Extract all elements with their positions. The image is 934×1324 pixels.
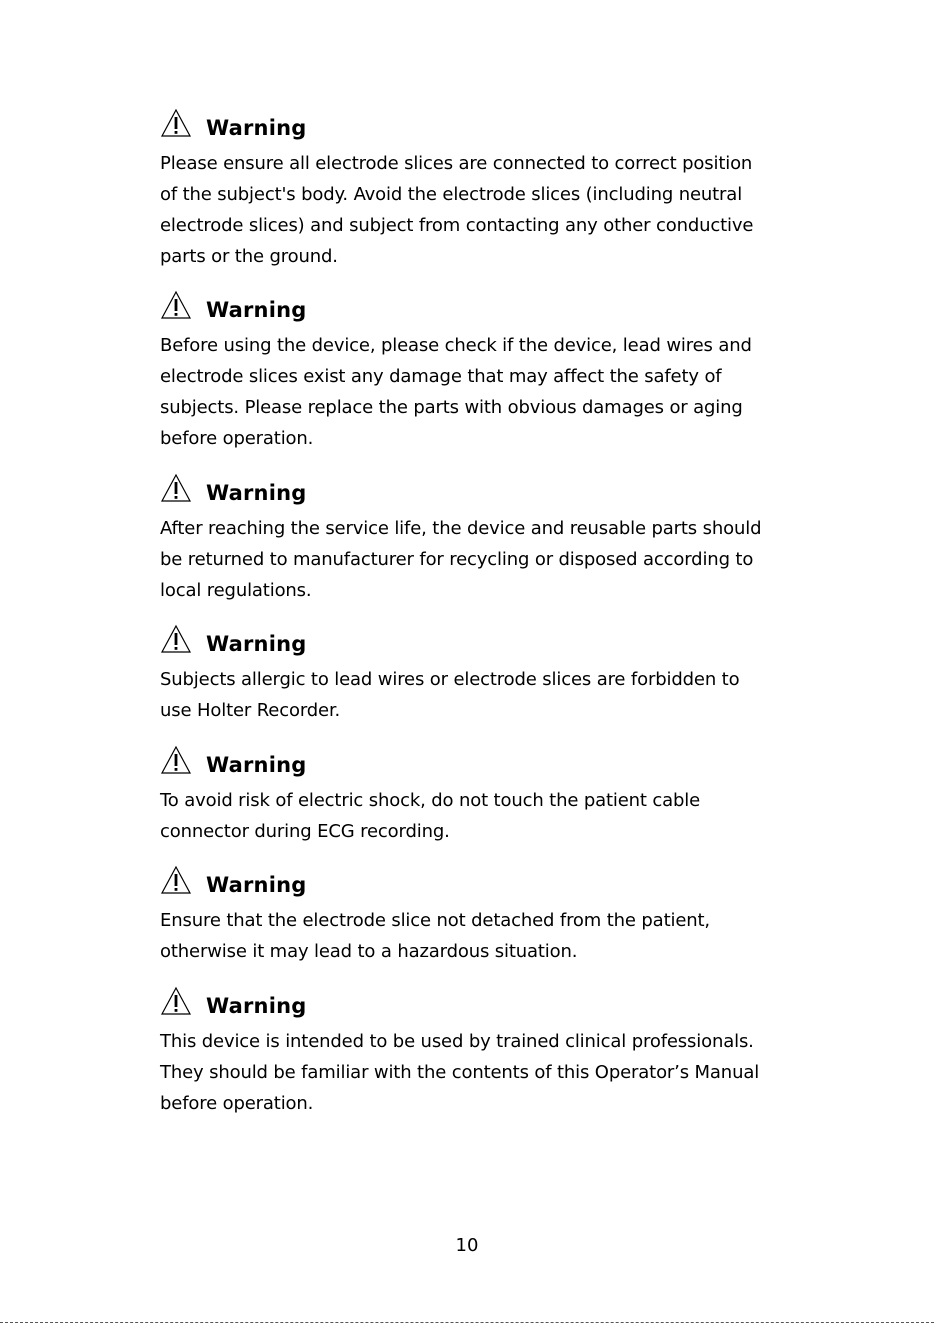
text-line: parts or the ground. (160, 246, 338, 267)
text-line: They should be familiar with the contents of this Operator’s Manual (160, 1062, 760, 1083)
text-line: Subjects allergic to lead wires or electrode slices are forbidden to (160, 669, 740, 690)
warning-triangle-icon (160, 624, 192, 654)
warning-block-6 (160, 865, 820, 967)
warning-title: Warning (206, 298, 307, 322)
warning-header (160, 745, 820, 781)
warning-header (160, 108, 820, 144)
text-line: subjects. Please replace the parts with obvious damages or aging (160, 397, 743, 418)
warning-header (160, 624, 820, 660)
warning-title: Warning (206, 873, 307, 897)
text-line: before operation. (160, 1093, 314, 1114)
text-line: Ensure that the electrode slice not detached from the patient, (160, 910, 710, 931)
warning-text (160, 148, 820, 272)
warning-block-2 (160, 290, 820, 454)
warning-block-4 (160, 624, 820, 726)
warning-text (160, 664, 820, 726)
text-line: otherwise it may lead to a hazardous situation. (160, 941, 578, 962)
text-line: Before using the device, please check if the device, lead wires and (160, 335, 752, 356)
warning-triangle-icon (160, 745, 192, 775)
text-line: To avoid risk of electric shock, do not touch the patient cable (160, 790, 701, 811)
warning-text (160, 785, 820, 847)
page-number: 10 (455, 1235, 479, 1256)
warning-triangle-icon (160, 865, 192, 895)
warning-title: Warning (206, 753, 307, 777)
warning-triangle-icon (160, 473, 192, 503)
warning-block-5 (160, 745, 820, 847)
text-line: connector during ECG recording. (160, 821, 450, 842)
text-line: before operation. (160, 428, 314, 449)
text-line: of the subject's body. Avoid the electrode slices (including neutral (160, 184, 743, 205)
warning-text (160, 905, 820, 967)
text-line: be returned to manufacturer for recycling or disposed according to (160, 549, 754, 570)
text-line: use Holter Recorder. (160, 700, 341, 721)
warning-text (160, 513, 820, 606)
warning-block-3 (160, 473, 820, 606)
warning-header (160, 986, 820, 1022)
warning-title: Warning (206, 994, 307, 1018)
warning-text (160, 1026, 820, 1119)
warning-triangle-icon (160, 108, 192, 138)
warning-triangle-icon (160, 290, 192, 320)
warning-header (160, 473, 820, 509)
warning-text (160, 330, 820, 454)
warning-header (160, 865, 820, 901)
warning-triangle-icon (160, 986, 192, 1016)
text-line: This device is intended to be used by trained clinical professionals. (160, 1031, 754, 1052)
warning-title: Warning (206, 116, 307, 140)
warning-block-1 (160, 108, 820, 272)
warning-title: Warning (206, 632, 307, 656)
warning-title: Warning (206, 481, 307, 505)
text-line: Please ensure all electrode slices are connected to correct position (160, 153, 753, 174)
footer-divider (0, 1322, 934, 1323)
warning-header (160, 290, 820, 326)
text-line: electrode slices) and subject from contacting any other conductive (160, 215, 754, 236)
warning-block-7 (160, 986, 820, 1119)
text-line: local regulations. (160, 580, 312, 601)
text-line: After reaching the service life, the device and reusable parts should (160, 518, 762, 539)
text-line: electrode slices exist any damage that may affect the safety of (160, 366, 722, 387)
